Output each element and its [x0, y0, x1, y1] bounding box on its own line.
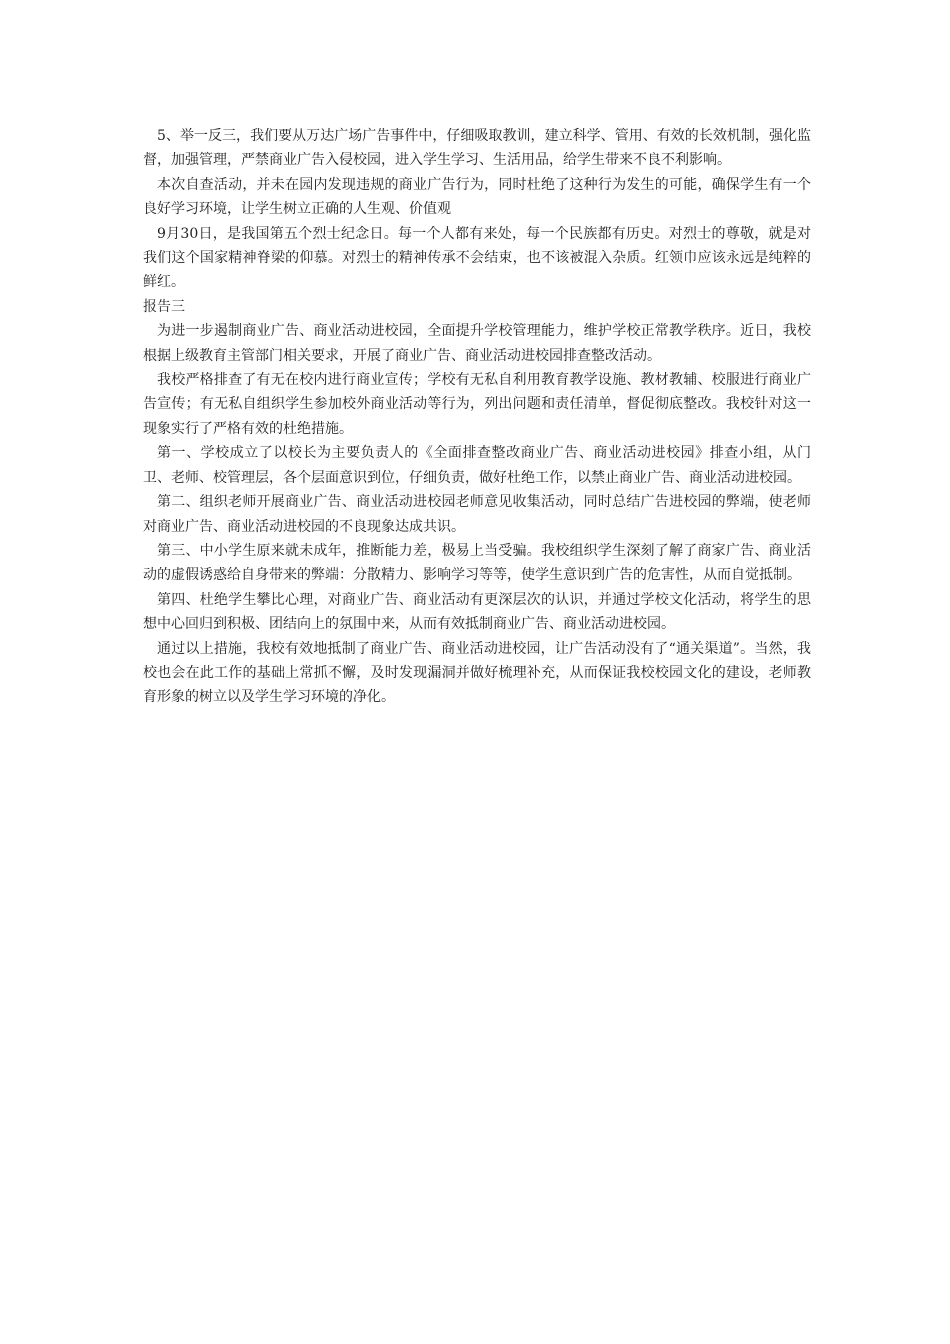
- paragraph-self-check-result: 本次自查活动，并未在园内发现违规的商业广告行为，同时杜绝了这种行为发生的可能，确保学生有一个良好学习环境，让学生树立正确的人生观、价值观: [143, 176, 811, 218]
- document-body: [143, 124, 811, 710]
- paragraph-report-intro: 为进一步遏制商业广告、商业活动进校园，全面提升学校管理能力，维护学校正常教学秩序。近日，我校根据上级教育主管部门相关要求，开展了商业广告、商业活动进校园排查整改活动。: [143, 323, 811, 364]
- paragraph-measure-second: 第二、组织老师开展商业广告、商业活动进校园老师意见收集活动，同时总结广告进校园的弊端，使老师对商业广告、商业活动进校园的不良现象达成共识。: [143, 494, 811, 535]
- paragraph-lesson-learned: 5、举一反三，我们要从万达广场广告事件中，仔细吸取教训，建立科学、管用、有效的长效机制，强化监督，加强管理，严禁商业广告入侵校园，进入学生学习、生活用品，给学生带来不良不利影响。: [143, 128, 811, 169]
- paragraph-measure-third: 第三、中小学生原来就未成年，推断能力差，极易上当受骗。我校组织学生深刻了解了商家广告、商业活动的虚假诱惑给自身带来的弊端：分散精力、影响学习等等，使学生意识到广告的危害性，从而自觉抵制。: [143, 542, 811, 584]
- paragraph-conclusion: 通过以上措施，我校有效地抵制了商业广告、商业活动进校园，让广告活动没有了“通关渠道”。当然，我校也会在此工作的基础上常抓不懈，及时发现漏洞并做好梳理补充，从而保证我校校园文化的建设，老师教育形象的树立以及学生学习环境的净化。: [143, 640, 811, 706]
- section-heading: 报告三: [143, 298, 185, 315]
- paragraph-martyrs-day: 9月30日，是我国第五个烈士纪念日。每一个人都有来处，每一个民族都有历史。对烈士的尊敬，就是对我们这个国家精神脊梁的仰慕。对烈士的精神传承不会结束，也不该被混入杂质。红领巾应该永远是纯粹的鲜红。: [143, 225, 811, 291]
- paragraph-measure-fourth: 第四、杜绝学生攀比心理，对商业广告、商业活动有更深层次的认识，并通过学校文化活动，将学生的思想中心回归到积极、团结向上的氛围中来，从而有效抵制商业广告、商业活动进校园。: [143, 591, 811, 633]
- paragraph-measure-first: 第一、学校成立了以校长为主要负责人的《全面排查整改商业广告、商业活动进校园》排查小组，从门卫、老师、校管理层，各个层面意识到位，仔细负责，做好杜绝工作，以禁止商业广告、商业活动进校园。: [143, 445, 811, 486]
- paragraph-report-inspection: 我校严格排查了有无在校内进行商业宣传；学校有无私自利用教育教学设施、教材教辅、校服进行商业广告宣传；有无私自组织学生参加校外商业活动等行为，列出问题和责任清单，督促彻底整改。我校针对这一现象实行了严格有效的杜绝措施。: [143, 372, 811, 437]
